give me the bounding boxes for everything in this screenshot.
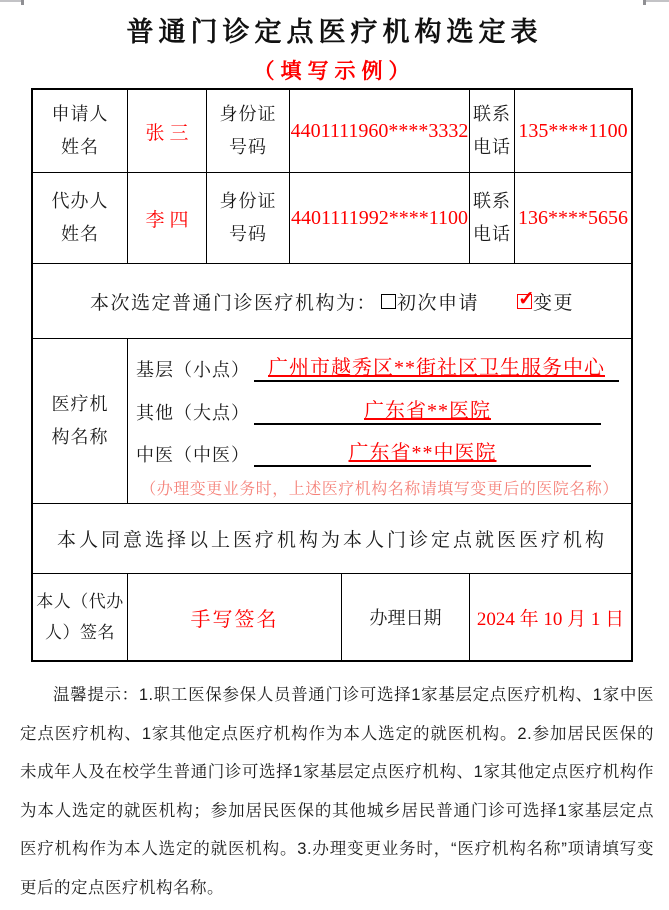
primary-institution-label: 基层（小点） [136, 360, 250, 381]
institution-fields-cell [128, 339, 631, 503]
primary-institution-field [254, 351, 619, 382]
institution-note: （办理变更业务时，上述医疗机构名称请填写变更后的医院名称） [140, 480, 619, 498]
agent-name-value: 李四 [128, 173, 207, 263]
page-edge-tick-right [643, 0, 646, 5]
tcm-institution-value: 广东省**中医院 [348, 441, 497, 464]
signature-value: 手写签名 [128, 574, 342, 660]
form-table [31, 88, 633, 662]
date-label: 办理日期 [342, 574, 470, 660]
applicant-id-label: 身份证号码 [219, 104, 277, 157]
document-subtitle: （填写示例） [253, 59, 416, 83]
agent-id-label-cell [207, 173, 290, 263]
other-institution-value: 广东省**医院 [364, 399, 491, 422]
signature-row [33, 574, 631, 660]
tcm-institution-label: 中医（中医） [136, 444, 250, 465]
other-institution-label: 其他（大点） [136, 402, 250, 423]
primary-institution-line [128, 345, 631, 387]
tips-paragraph: 温馨提示：1.职工医保参保人员普通门诊可选择1家基层定点医疗机构、1家中医定点医疗机构、1家其他定点医疗机构作为本人选定的就医机构。2.参加居民医保的未成年人及在校学生普通门诊可选择1家基层定点医疗机构、1家其他定点医疗机构作为本人选定的就医机构；参加居民医保的其他城乡居民普通门诊可选择1家基层定点医疗机构作为本人选定的就医机构。3.办理变更业务时，“医疗机构名称”项请填写变更后的定点医疗机构名称。 [20, 686, 654, 897]
agent-id-label: 身份证号码 [219, 191, 277, 244]
selection-type-row [33, 264, 631, 339]
applicant-name-value: 张三 [128, 90, 207, 172]
change-checkbox-checked [517, 287, 535, 310]
institution-label-cell [33, 339, 128, 503]
agent-phone-value: 136****5656 [518, 206, 628, 229]
other-institution-field [254, 394, 601, 425]
page-edge-artifact-left [0, 0, 22, 2]
page-edge-artifact-right [644, 0, 669, 2]
agreement-text: 本人同意选择以上医疗机构为本人门诊定点就医医疗机构 [56, 530, 607, 551]
agent-name-label-cell [33, 173, 128, 263]
applicant-id-value: 4401111960****3332 [290, 90, 470, 172]
primary-institution-value: 广州市越秀区**街社区卫生服务中心 [268, 357, 605, 380]
agent-phone-label: 联系电话 [473, 191, 511, 244]
agent-name-label: 代办人姓名 [51, 191, 109, 244]
checkmark-icon: ✓ [518, 287, 535, 310]
applicant-phone-label-cell [470, 90, 515, 172]
document-title: 普通门诊定点医疗机构选定表 [126, 17, 543, 48]
tcm-institution-field [254, 436, 591, 467]
change-label: 变更 [533, 292, 575, 314]
tcm-institution-line [128, 430, 631, 472]
applicant-name-label: 申请人姓名 [51, 104, 109, 157]
first-application-label: 初次申请 [396, 292, 479, 314]
signature-label-cell [33, 574, 128, 660]
selection-type-cell [33, 264, 631, 338]
signature-label: 本人（代办人）签名 [36, 592, 124, 642]
agreement-row [33, 504, 631, 574]
institution-label: 医疗机构名称 [51, 394, 109, 447]
agent-phone-label-cell [470, 173, 515, 263]
applicant-phone-label: 联系电话 [473, 104, 511, 157]
other-institution-line [128, 387, 631, 429]
agent-row [33, 173, 631, 264]
page-edge-tick-left [21, 0, 24, 5]
selection-prefix: 本次选定普通门诊医疗机构为： [89, 292, 377, 314]
date-value: 2024 年 10 月 1 日 [476, 608, 625, 630]
applicant-id-label-cell [207, 90, 290, 172]
applicant-phone-value: 135****1100 [518, 119, 628, 142]
applicant-row [33, 90, 631, 173]
applicant-name-label-cell [33, 90, 128, 172]
institution-row [33, 339, 631, 504]
first-application-checkbox [381, 294, 396, 309]
agent-id-value: 4401111992****1100 [290, 173, 470, 263]
